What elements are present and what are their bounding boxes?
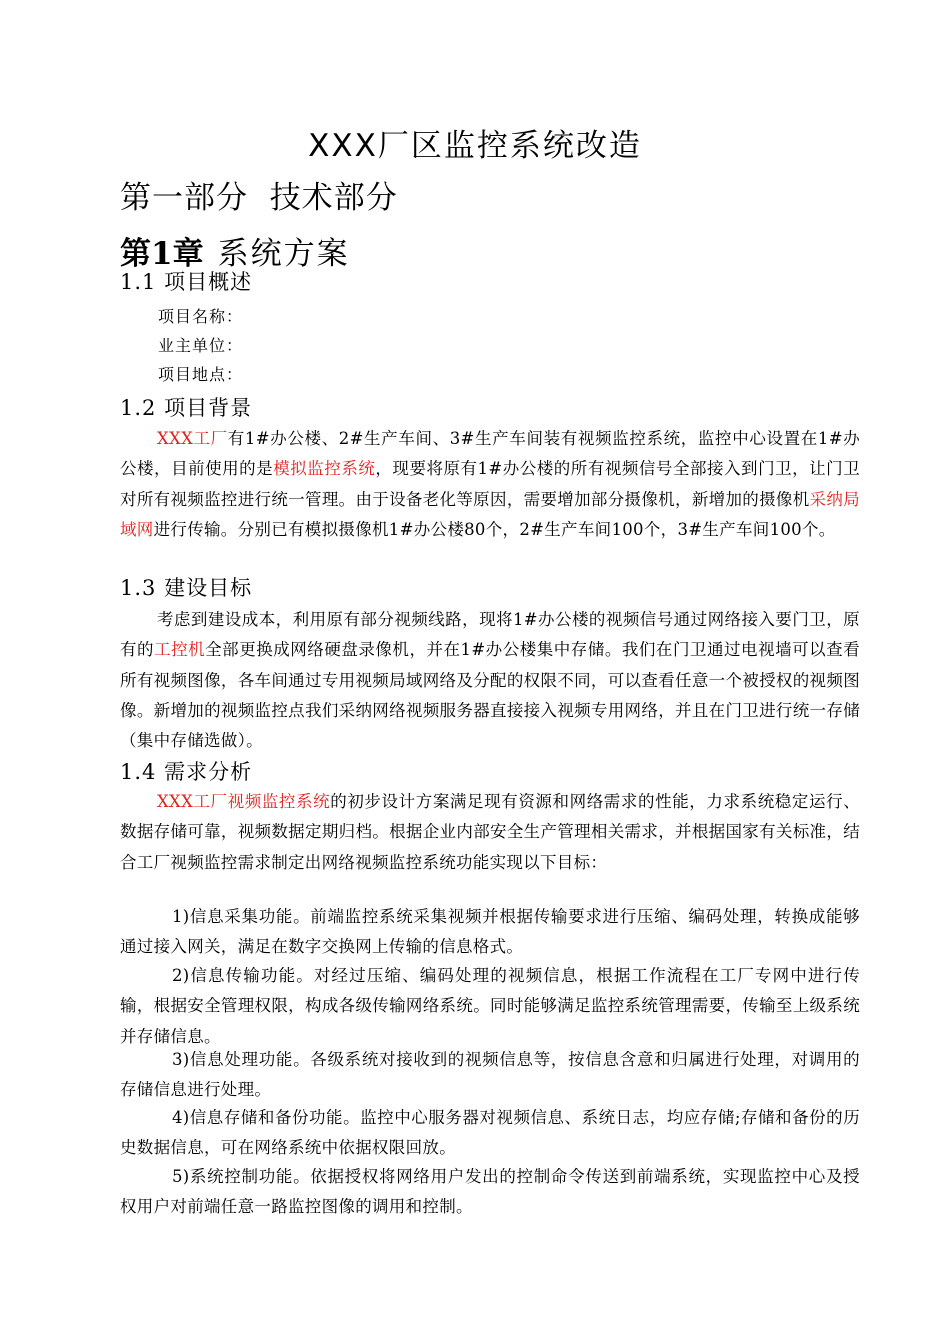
section-heading-1-4: 1.4 需求分析: [120, 760, 253, 784]
requirement-item-3: 3)信息处理功能。各级系统对接收到的视频信息等，按信息含意和归属进行处理，对调用的存储信息进行处理。: [120, 1050, 860, 1100]
requirement-item-2: 2)信息传输功能。对经过压缩、编码处理的视频信息，根据工作流程在工厂专网中进行传输，根据安全管理权限，构成各级传输网络系统。同时能够满足监控系统管理需要，传输至上级系统并存储信息。: [120, 966, 860, 1046]
section-heading-1-3: 1.3 建设目标: [120, 576, 253, 600]
part-title: 第一部分 技术部分: [120, 180, 398, 216]
field-project-location: 项目地点：: [158, 365, 244, 384]
highlight-analog-system: 模拟监控系统: [273, 459, 376, 479]
highlight-ipc: 工控机: [154, 640, 206, 660]
background-paragraph: XXX工厂有1#办公楼、2#生产车间、3#生产车间装有视频监控系统，监控中心设置在1#办公楼，目前使用的是模拟监控系统，现要将原有1#办公楼的所有视频信号全部接入到门卫，让门卫对所有视频监控进行统一管理。由于设备老化等原因，需要增加部分摄像机，新增加的摄像机采纳局域网进行传输。分别已有模拟摄像机1#办公楼80个，2#生产车间100个，3#生产车间100个。: [120, 429, 860, 539]
requirement-item-5: 5)系统控制功能。依据授权将网络用户发出的控制命令传送到前端系统，实现监控中心及授权用户对前端任意一路监控图像的调用和控制。: [120, 1167, 860, 1217]
highlight-factory: XXX工厂: [157, 429, 228, 448]
field-project-name: 项目名称：: [158, 307, 244, 326]
chapter-name: 系统方案: [217, 236, 350, 272]
requirement-item-4: 4)信息存储和备份功能。监控中心服务器对视频信息、系统日志，均应存储;存储和备份的历史数据信息，可在网络系统中依据权限回放。: [120, 1108, 860, 1158]
requirements-intro: XXX工厂视频监控系统的初步设计方案满足现有资源和网络需求的性能，力求系统稳定运行、数据存储可靠，视频数据定期归档。根据企业内部安全生产管理相关需求，并根据国家有关标准，结合工厂视频监控需求制定出网络视频监控系统功能实现以下目标：: [120, 792, 860, 872]
highlight-lan: 采纳局域网: [120, 489, 860, 539]
section-heading-1-1: 1.1 项目概述: [120, 270, 253, 294]
goals-paragraph: 考虑到建设成本，利用原有部分视频线路，现将1#办公楼的视频信号通过网络接入要门卫，原有的工控机全部更换成网络硬盘录像机，并在1#办公楼集中存储。我们在门卫通过电视墙可以查看所有视频图像，各车间通过专用视频局域网络及分配的权限不同，可以查看任意一个被授权的视频图像。新增加的视频监控点我们采纳网络视频服务器直接接入视频专用网络，并且在门卫进行统一存储（集中存储选做）。: [120, 610, 860, 751]
document-title: XXX厂区监控系统改造: [308, 128, 642, 164]
chapter-number: 第1章: [120, 236, 204, 272]
highlight-video-system: XXX工厂视频监控系统: [157, 792, 331, 811]
requirement-item-1: 1)信息采集功能。前端监控系统采集视频并根据传输要求进行压缩、编码处理，转换成能够通过接入网关，满足在数字交换网上传输的信息格式。: [120, 907, 860, 957]
section-heading-1-2: 1.2 项目背景: [120, 396, 253, 420]
field-owner-unit: 业主单位：: [158, 336, 244, 355]
